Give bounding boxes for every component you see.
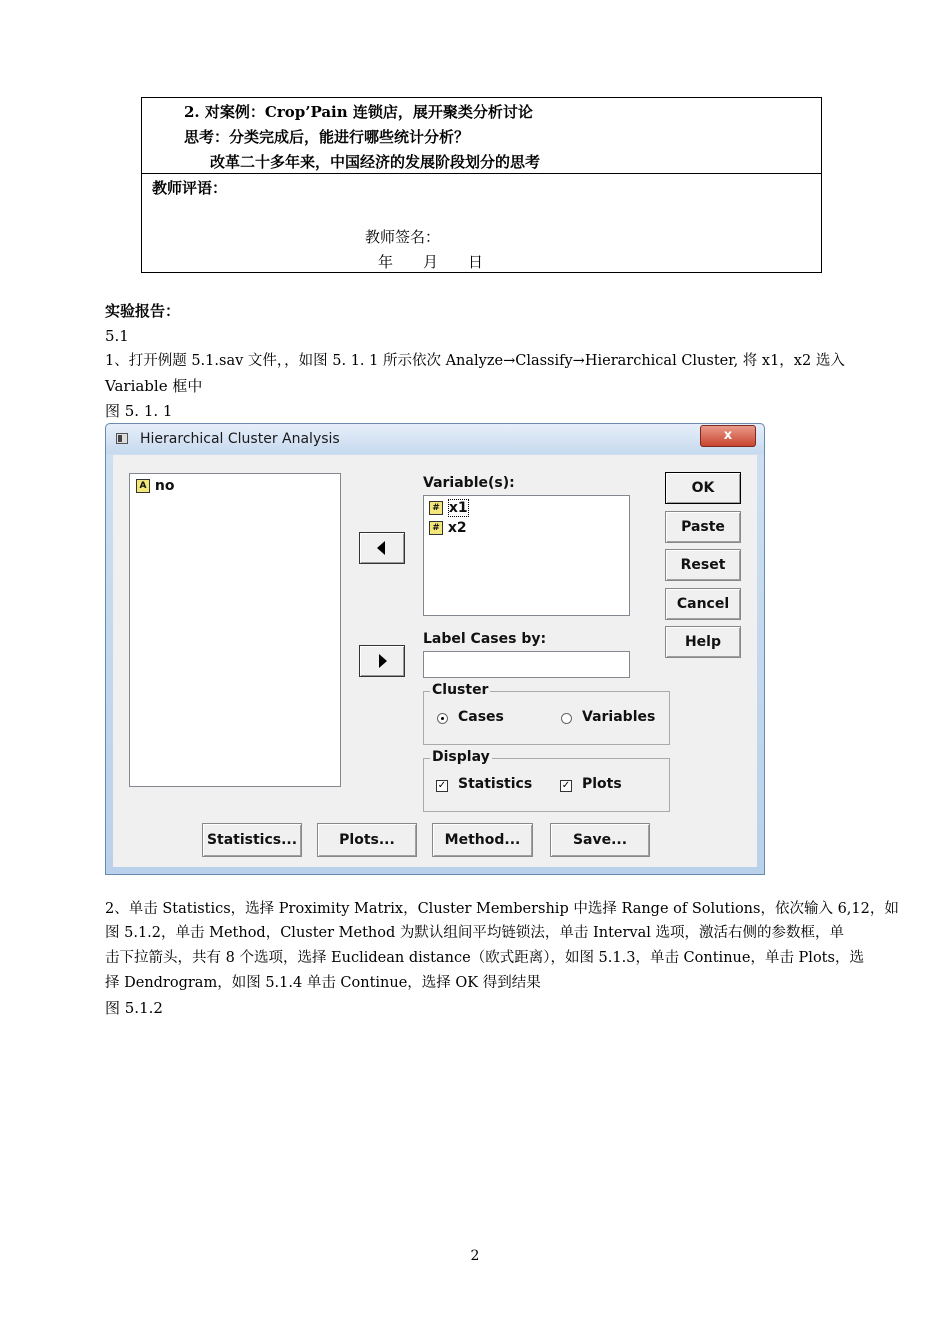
method-button[interactable]: Method... bbox=[432, 823, 533, 857]
cluster-groupbox bbox=[423, 682, 670, 745]
cancel-button[interactable]: Cancel bbox=[665, 588, 741, 620]
signature-label: 教师签名： bbox=[365, 228, 441, 246]
variable-name: x1 bbox=[448, 500, 468, 516]
cluster-group-label: Cluster bbox=[432, 682, 489, 698]
comment-label: 教师评语： bbox=[152, 179, 228, 197]
step2-line4: 择 Dendrogram，如图 5.1.4 单击 Continue，选择 OK 得到结果 bbox=[105, 975, 541, 991]
help-button[interactable]: Help bbox=[665, 626, 741, 658]
list-item[interactable] bbox=[136, 478, 174, 494]
label-cases-field[interactable] bbox=[423, 651, 630, 678]
arrow-right-icon bbox=[360, 646, 404, 676]
move-left-button[interactable] bbox=[359, 532, 405, 564]
string-variable-icon: A bbox=[136, 479, 150, 493]
step2-line2: 图 5.1.2，单击 Method，Cluster Method 为默认组间平均链锁法，单击 Interval 选项，激活右侧的参数框，单 bbox=[105, 925, 844, 941]
figure1-caption: 图 5. 1. 1 bbox=[105, 402, 173, 420]
list-item[interactable] bbox=[429, 500, 469, 516]
figure2-caption: 图 5.1.2 bbox=[105, 999, 163, 1017]
dialog-titlebar[interactable] bbox=[106, 424, 764, 454]
move-right-button[interactable] bbox=[359, 645, 405, 677]
label-cases-label: Label Cases by: bbox=[423, 631, 547, 647]
step2-line1: 2、单击 Statistics，选择 Proximity Matrix，Cluster Membership 中选择 Range of Solutions，依次输入 6,12，如 bbox=[105, 901, 899, 917]
table-line-1: 2. 对案例：Crop’Pain 连锁店，展开聚类分析讨论 bbox=[184, 103, 533, 121]
variables-list[interactable] bbox=[423, 495, 630, 616]
variables-radio[interactable] bbox=[561, 713, 572, 724]
statistics-checkbox[interactable]: ✓ bbox=[437, 780, 447, 791]
date-line: 年 月 日 bbox=[378, 253, 484, 271]
cases-radio[interactable] bbox=[437, 713, 448, 724]
plots-checkbox-label[interactable]: Plots bbox=[582, 776, 622, 792]
variable-name: no bbox=[154, 478, 175, 494]
dialog-client bbox=[113, 455, 757, 867]
variables-label: Variable(s): bbox=[423, 475, 515, 491]
display-groupbox bbox=[423, 749, 670, 812]
step1-line2: Variable 框中 bbox=[105, 377, 203, 395]
variables-radio-label[interactable]: Variables bbox=[582, 709, 656, 725]
arrow-left-icon bbox=[360, 533, 404, 563]
report-heading: 实验报告： bbox=[105, 302, 181, 320]
table-line-2: 思考：分类完成后，能进行哪些统计分析？ bbox=[184, 128, 470, 146]
cases-radio-label[interactable]: Cases bbox=[458, 709, 504, 725]
variable-name: x2 bbox=[447, 520, 467, 536]
header-table bbox=[141, 97, 822, 273]
statistics-checkbox-label[interactable]: Statistics bbox=[458, 776, 533, 792]
display-group-label: Display bbox=[432, 749, 490, 765]
section-number: 5.1 bbox=[105, 327, 129, 345]
step2-line3: 击下拉箭头，共有 8 个选项，选择 Euclidean distance（欧式距离），如图 5.1.3，单击 Continue，单击 Plots，选 bbox=[105, 950, 864, 966]
hierarchical-cluster-dialog bbox=[105, 423, 765, 875]
paste-button[interactable]: Paste bbox=[665, 511, 741, 543]
ok-button[interactable]: OK bbox=[665, 472, 741, 504]
plots-button[interactable]: Plots... bbox=[317, 823, 417, 857]
close-button[interactable]: x bbox=[700, 425, 756, 447]
numeric-variable-icon: # bbox=[429, 521, 443, 535]
save-button[interactable]: Save... bbox=[550, 823, 650, 857]
app-icon bbox=[116, 433, 128, 444]
page-number: 2 bbox=[470, 1248, 480, 1264]
reset-button[interactable]: Reset bbox=[665, 549, 741, 581]
table-line-3: 改革二十多年来，中国经济的发展阶段划分的思考 bbox=[210, 153, 541, 171]
source-variable-list[interactable] bbox=[129, 473, 341, 787]
statistics-button[interactable]: Statistics... bbox=[202, 823, 302, 857]
step1-line1: 1、打开例题 5.1.sav 文件，，如图 5. 1. 1 所示依次 Analyze→Classify→Hierarchical Cluster, 将 x1，x2 选入 bbox=[105, 353, 845, 369]
table-divider bbox=[142, 173, 821, 174]
dialog-title: Hierarchical Cluster Analysis bbox=[140, 431, 340, 447]
plots-checkbox[interactable]: ✓ bbox=[561, 780, 571, 791]
numeric-variable-icon: # bbox=[429, 501, 443, 515]
list-item[interactable] bbox=[429, 520, 467, 536]
